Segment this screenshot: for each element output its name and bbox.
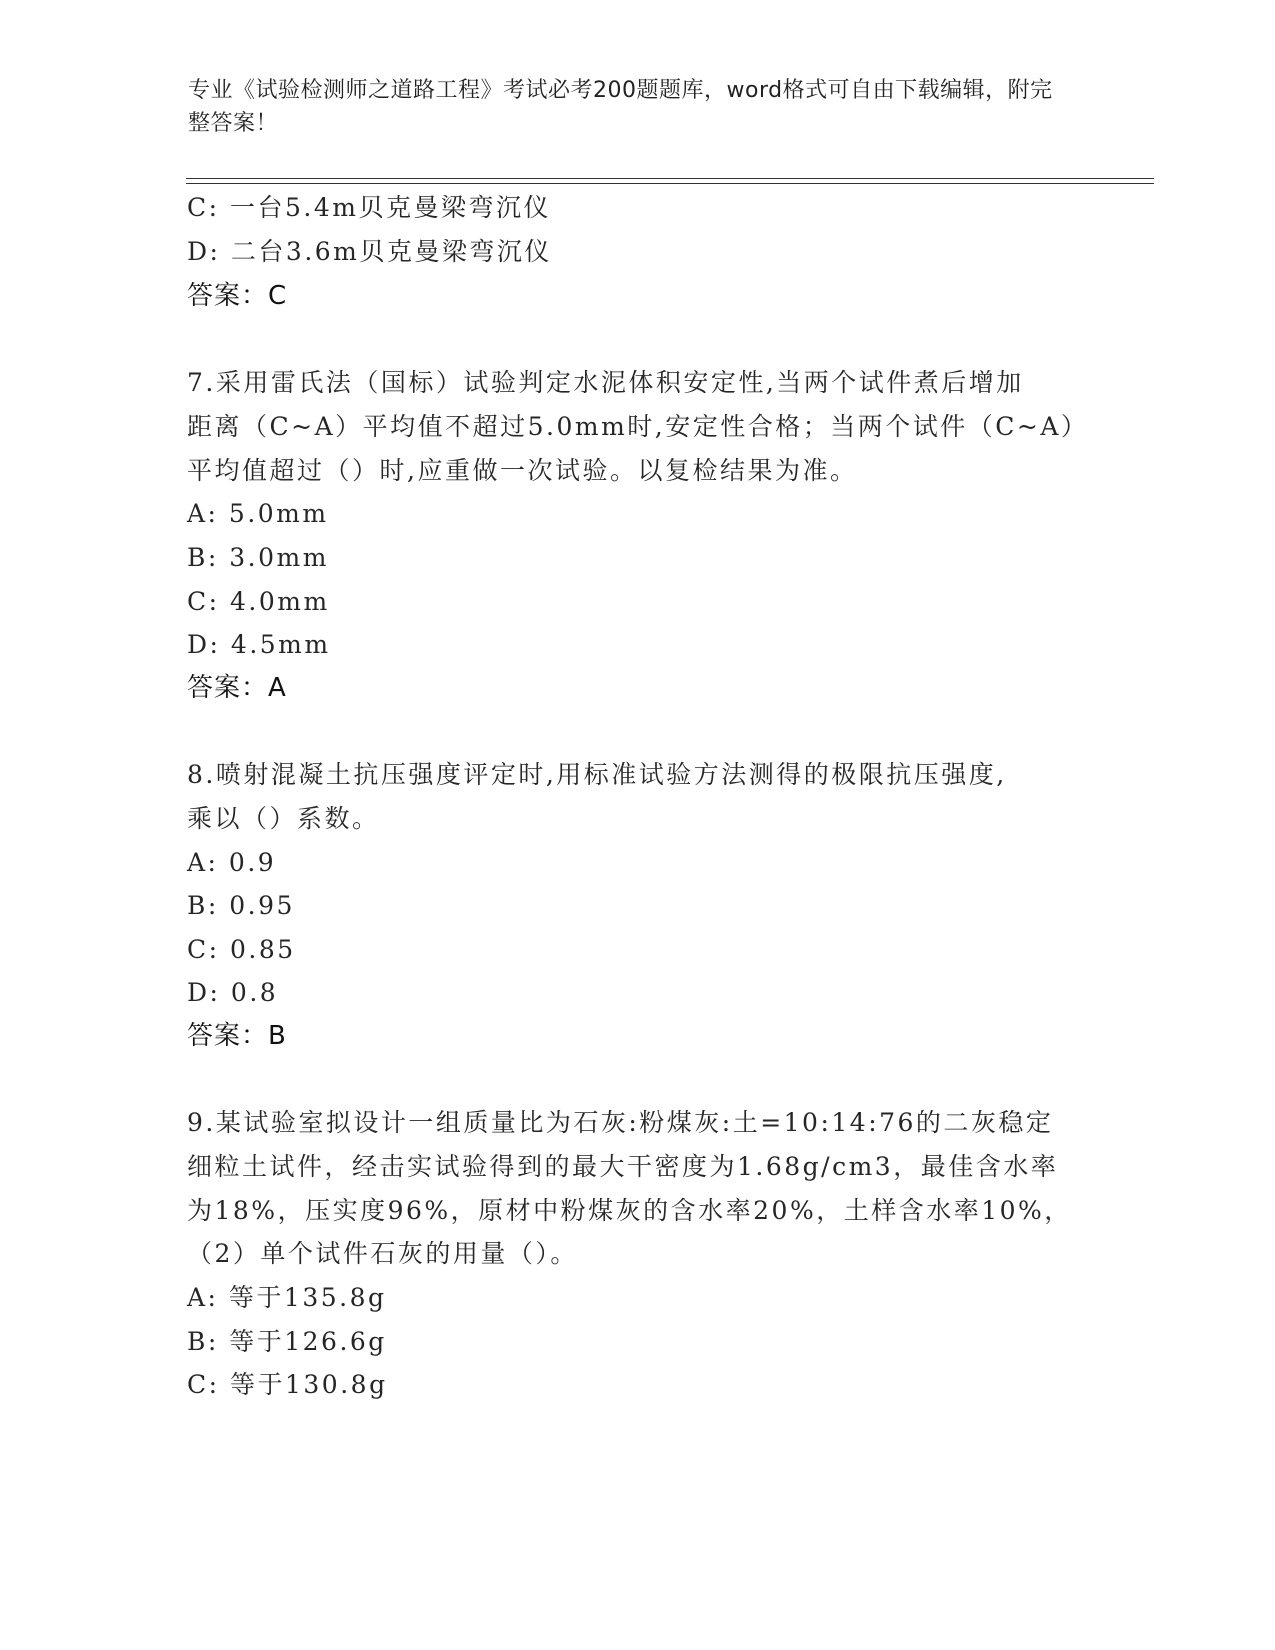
prev-option-c: C: 一台5.4m贝克曼梁弯沉仪	[187, 193, 551, 222]
document-header: 专业《试验检测师之道路工程》考试必考200题题库，word格式可自由下载编辑，附完整答案！	[188, 78, 1053, 136]
q9-stem-line2: 细粒土试件，经击实试验得到的最大干密度为1.68g/cm3，最佳含水率	[187, 1152, 1059, 1181]
q8-option-c: C: 0.85	[187, 935, 296, 964]
q7-option-d: D: 4.5mm	[187, 630, 331, 659]
header-divider-top	[186, 178, 1154, 179]
q7-stem-line3: 平均值超过（）时,应重做一次试验。以复检结果为准。	[187, 456, 858, 485]
q8-option-b: B: 0.95	[187, 891, 295, 920]
q9-option-b: B: 等于126.6g	[187, 1327, 387, 1356]
q7-stem-line2: 距离（C~A）平均值不超过5.0mm时,安定性合格；当两个试件（C~A）	[187, 412, 1089, 441]
q8-stem-line1: 8.喷射混凝土抗压强度评定时,用标准试验方法测得的极限抗压强度,	[187, 760, 1007, 789]
q8-option-d: D: 0.8	[187, 978, 279, 1007]
q9-stem-line4: （2）单个试件石灰的用量（）。	[187, 1239, 578, 1268]
q9-stem-line1: 9.某试验室拟设计一组质量比为石灰:粉煤灰:土=10:14:76的二灰稳定	[187, 1108, 1054, 1137]
prev-answer: 答案：C	[187, 281, 288, 311]
q7-answer: 答案：A	[187, 673, 287, 703]
q8-option-a: A: 0.9	[187, 848, 277, 877]
header-divider-bottom	[186, 183, 1154, 184]
q7-option-b: B: 3.0mm	[187, 543, 329, 572]
q7-stem-line1: 7.采用雷氏法（国标）试验判定水泥体积安定性,当两个试件煮后增加	[187, 368, 1024, 397]
q9-option-a: A: 等于135.8g	[187, 1283, 387, 1312]
q7-option-c: C: 4.0mm	[187, 587, 330, 616]
q7-option-a: A: 5.0mm	[187, 499, 329, 528]
q8-stem-line2: 乘以（）系数。	[187, 804, 380, 833]
q9-stem-line3: 为18%，压实度96%，原材中粉煤灰的含水率20%，土样含水率10%，	[187, 1196, 1072, 1225]
q9-option-c: C: 等于130.8g	[187, 1370, 388, 1399]
prev-option-d: D: 二台3.6m贝克曼梁弯沉仪	[187, 237, 552, 266]
q8-answer: 答案：B	[187, 1021, 287, 1051]
